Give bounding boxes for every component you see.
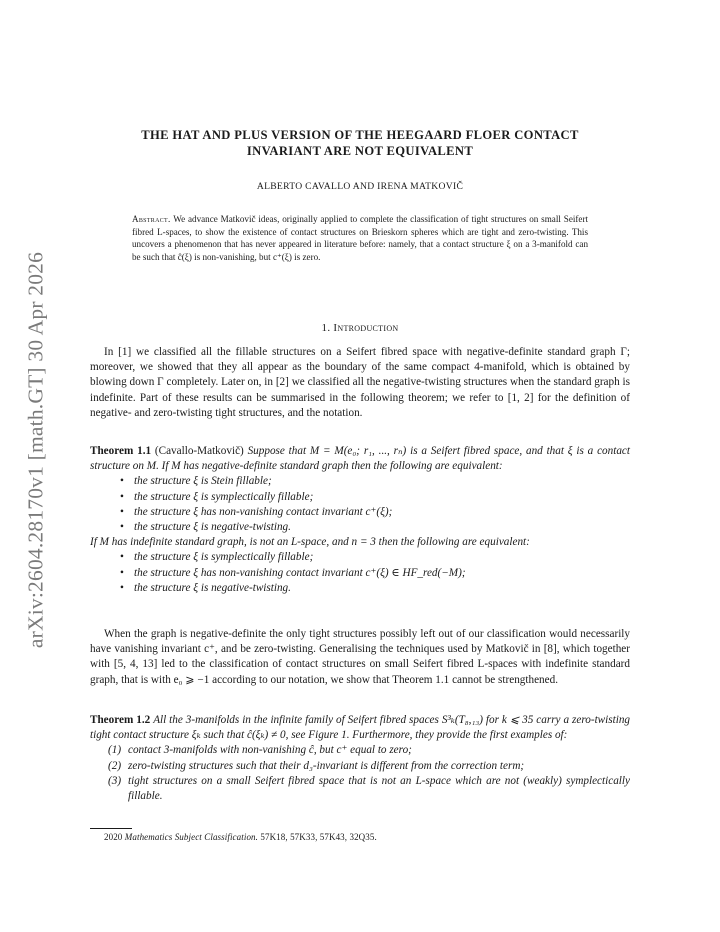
title-line-2: INVARIANT ARE NOT EQUIVALENT xyxy=(246,144,474,158)
footnote xyxy=(104,832,377,842)
theorem-1-2-statement: All the 3-manifolds in the infinite family of Seifert fibred spaces S³ₖ(T₈,₁₃) for k ⩽ 35 carry a zero-twisting tight contact structure ξₖ such that ĉ(ξₖ) ≠ 0, see Figure 1. Furthermore, they provide the first examples of: xyxy=(90,714,631,742)
footnote-divider xyxy=(90,828,132,829)
abstract-label: Abstract. xyxy=(132,214,171,224)
item-text: tight structures on a small Seifert fibred space that is not an L-space which are not (weakly) symplectically fillable. xyxy=(128,774,630,803)
list-item xyxy=(108,759,630,774)
theorem-1-1-middle: If M has indefinite standard graph, is not an L-space, and n = 3 then the following are equivalent: xyxy=(90,536,530,549)
theorem-1-1-list-b xyxy=(90,550,630,596)
item-text: zero-twisting structures such that their d₃-invariant is different from the correction term; xyxy=(128,759,525,772)
list-item: • the structure ξ is Stein fillable; xyxy=(134,474,630,489)
theorem-1-1-statement: Suppose that M = M(e₀; r₁, ..., rₙ) is a Seifert fibred space, and that ξ is a contact structure on M. If M has negative-definite standard graph then the following are equivalent: xyxy=(90,445,630,473)
list-item xyxy=(108,774,630,804)
list-item: • the structure ξ has non-vanishing contact invariant c⁺(ξ); xyxy=(134,505,630,520)
intro-paragraph: In [1] we classified all the fillable structures on a Seifert fibred space with negative-definite standard graph Γ; moreover, we showed that they all appear as the boundary of the same compact 4-manifold, which is obtained by blowing down Γ completely. Later on, in [2] we classified all the negative-twisting structures when the standard graph is indefinite. Part of these results can be summarised in the following theorem; we refer to [1, 2] for the definition of negative- and zero-twisting tight structures, and the notation. xyxy=(90,346,630,419)
item-number: (2) xyxy=(108,759,122,772)
item-number: (1) xyxy=(108,744,122,757)
abstract xyxy=(132,213,588,263)
list-item: • the structure ξ is symplectically fillable; xyxy=(134,490,630,505)
footnote-codes: 57K18, 57K33, 57K43, 32Q35. xyxy=(260,832,377,842)
footnote-label: Mathematics Subject Classification. xyxy=(124,832,259,842)
theorem-1-1 xyxy=(90,444,630,596)
title-line-1: THE HAT AND PLUS VERSION OF THE HEEGAARD FLOER CONTACT xyxy=(141,128,579,142)
item-number: (3) xyxy=(108,774,122,787)
theorem-1-1-list-a xyxy=(90,474,630,535)
list-item: • the structure ξ has non-vanishing contact invariant c⁺(ξ) ∈ HF_red(−M); xyxy=(134,566,630,581)
footnote-year: 2020 xyxy=(104,832,123,842)
theorem-1-2 xyxy=(90,713,630,804)
paper-title xyxy=(90,127,630,159)
section-heading: 1. Introduction xyxy=(321,322,399,334)
list-item: • the structure ξ is negative-twisting. xyxy=(134,581,630,596)
theorem-1-1-label: Theorem 1.1 xyxy=(90,445,152,457)
list-item: • the structure ξ is negative-twisting. xyxy=(134,520,630,535)
list-item: • the structure ξ is symplectically fillable; xyxy=(134,550,630,565)
abstract-text: We advance Matkovič ideas, originally applied to complete the classification of tight structures on small Seifert fibred L-spaces, to show the existence of contact structures on Brieskorn spheres which are tight and zero-twisting. This uncovers a phenomenon that has never appeared in literature before: namely, that a contact structure ξ on a 3-manifold can be such that ĉ(ξ) is non-vanishing, but c⁺(ξ) is zero. xyxy=(132,214,588,262)
theorem-1-2-list xyxy=(90,743,630,804)
theorem-1-2-label: Theorem 1.2 xyxy=(90,714,151,726)
item-text: contact 3-manifolds with non-vanishing ĉ, but c⁺ equal to zero; xyxy=(128,744,412,757)
author-list: ALBERTO CAVALLO AND IRENA MATKOVIČ xyxy=(256,181,464,192)
theorem-1-1-attribution: (Cavallo-Matkovič) xyxy=(154,445,244,457)
arxiv-identifier-stamp[interactable]: arXiv:2604.28170v1 [math.GT] 30 Apr 2026 xyxy=(23,251,48,649)
paragraph-2: When the graph is negative-definite the only tight structures possibly left out of our classification would necessarily have vanishing invariant c⁺, and be zero-twisting. Generalising the techniques used by Matkovič in [8], which together with [5, 4, 13] led to the classification of contact structures on small Seifert fibred L-spaces with indefinite standard graph, that is with e₀ ⩾ −1 according to our notation, we show that Theorem 1.1 cannot be strengthened. xyxy=(90,628,630,686)
list-item xyxy=(108,743,630,758)
